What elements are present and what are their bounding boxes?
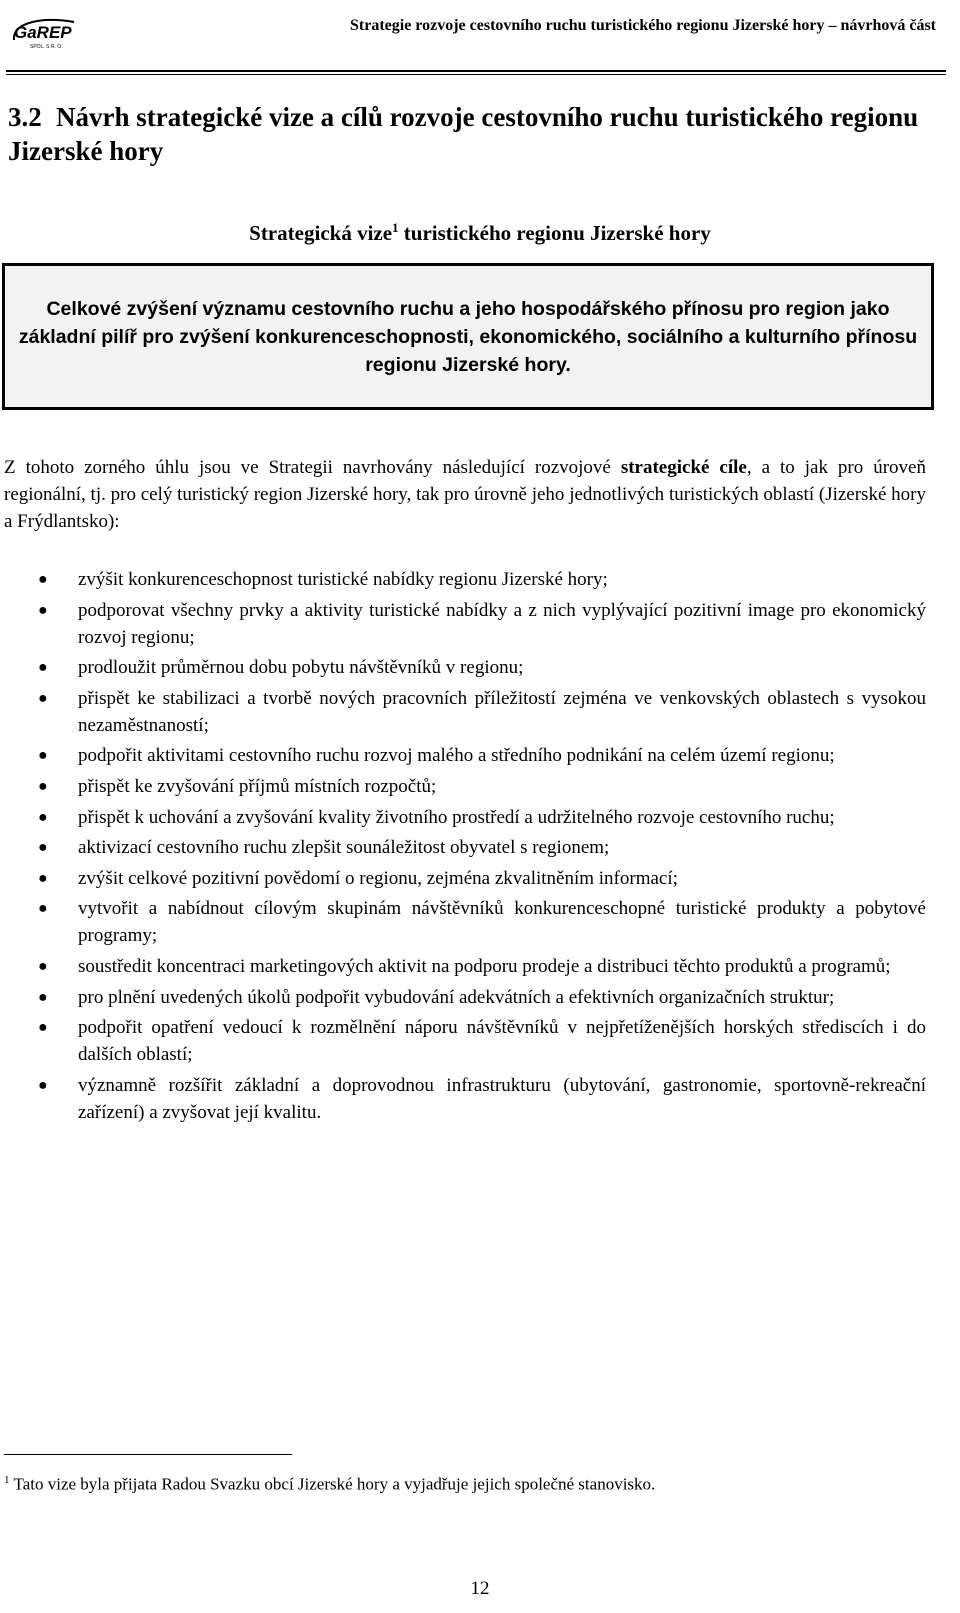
list-item-text: prodloužit průměrnou dobu pobytu návštěvníků v regionu; [78,657,524,679]
list-item-text: vytvořit a nabídnout cílovým skupinám návštěvníků konkurenceschopné turistické produkty a pobytové programy; [78,898,926,947]
list-item [4,834,926,861]
bullet-icon: ● [38,1076,48,1094]
bullet-icon: ● [38,1019,48,1037]
bullet-icon: ● [38,601,48,619]
bullet-icon: ● [38,988,48,1006]
footnote-divider [4,1454,292,1455]
list-item [4,865,926,892]
list-item [4,597,926,651]
list-item-text: přispět ke zvyšování příjmů místních rozpočtů; [78,775,437,797]
header-title: Strategie rozvoje cestovního ruchu turistického regionu Jizerské hory – návrhová část [349,17,936,34]
bullet-icon: ● [38,747,48,765]
list-item [4,566,926,593]
list-item-text: zvýšit konkurenceschopnost turistické nabídky regionu Jizerské hory; [78,569,608,590]
garep-logo-graphic [8,14,78,54]
footnote [4,1474,655,1495]
vision-statement: Celkové zvýšení významu cestovního ruchu a jeho hospodářského přínosu pro region jako základní pilíř pro zvýšení konkurenceschopnosti, ekonomického, sociálního a kulturního přínosu regionu Jizerské hory. [18,297,918,376]
goals-list [4,566,926,1129]
vision-title-text-end: turistického regionu Jizerské hory [398,221,711,245]
page-number: 12 [470,1578,490,1599]
list-item-text: podpořit aktivitami cestovního ruchu rozvoj malého a středního podnikání na celém území regionu; [78,745,835,767]
footnote-mark: 1 [4,1474,10,1486]
list-item-text: aktivizací cestovního ruchu zlepšit sounáležitost obyvatel s regionem; [78,837,610,859]
list-item [4,742,926,769]
bullet-icon: ● [38,957,48,975]
intro-text: Z tohoto zorného úhlu jsou ve Strategii navrhovány následující rozvojové [4,457,621,478]
list-item [4,773,926,800]
list-item-text: pro plnění uvedených úkolů podpořit vybudování adekvátních a efektivních organizačních struktur; [78,986,835,1008]
list-item [4,1014,926,1068]
list-item-text: přispět k uchování a zvyšování kvality životního prostředí a udržitelného rozvoje cestovního ruchu; [78,806,835,828]
bullet-icon: ● [38,571,48,588]
list-item-text: podporovat všechny prvky a aktivity turistické nabídky a z nich vyplývající pozitivní image pro ekonomický rozvoj regionu; [78,599,926,648]
bullet-icon: ● [38,808,48,826]
page-header [0,0,960,80]
list-item-text: přispět ke stabilizaci a tvorbě nových pracovních příležitostí zejména ve venkovských oblastech s vysokou nezaměstnaností; [78,687,926,736]
garep-logo [8,14,78,54]
bullet-icon: ● [38,869,48,887]
bullet-icon: ● [38,659,48,677]
footnote-text: Tato vize byla přijata Radou Svazku obcí Jizerské hory a vyjadřuje jejich společné stanovisko. [13,1474,656,1494]
vision-title-text: Strategická vize [249,221,393,245]
list-item [4,685,926,739]
bullet-icon: ● [38,777,48,795]
list-item-text: podpořit opatření vedoucí k rozmělnění náporu návštěvníků v nejpřetíženějších horských střediscích i do dalších oblastí; [78,1017,926,1066]
bullet-icon: ● [38,900,48,918]
footnote-reference: 1 [392,220,399,235]
header-divider-thin [6,74,946,75]
list-item-text: soustředit koncentraci marketingových aktivit na podporu prodeje a distribuci těchto produktů a programů; [78,955,891,977]
list-item [4,804,926,831]
logo-subtext: SPOL. S R. O. [30,44,63,50]
section-heading [8,100,928,168]
bullet-icon: ● [38,689,48,707]
section-number: 3.2 [8,102,42,132]
list-item-text: zvýšit celkové pozitivní povědomí o regionu, zejména zkvalitněním informací; [78,867,678,889]
header-divider [6,70,946,72]
vision-title [0,220,960,246]
vision-box [2,263,934,410]
list-item-text: významně rozšířit základní a doprovodnou infrastrukturu (ubytování, gastronomie, sportovně-rekreační zařízení) a zvyšovat její kvalitu. [78,1074,926,1123]
section-title: Návrh strategické vize a cílů rozvoje cestovního ruchu turistického regionu Jizerské hory [8,102,919,166]
list-item [4,895,926,949]
list-item [4,953,926,980]
list-item [4,984,926,1011]
list-item [4,1072,926,1126]
bullet-icon: ● [38,839,48,857]
intro-bold-text: strategické cíle [620,457,747,478]
logo-text: GaREP [14,23,72,42]
list-item [4,654,926,681]
intro-text-end: , a to jak pro úroveň regionální, tj. pro celý turistický region Jizerské hory, tak pro úrovně jeho jednotlivých turistických oblastí (Jizerské hory a Frýdlantsko): [4,457,926,532]
intro-paragraph [4,454,926,535]
